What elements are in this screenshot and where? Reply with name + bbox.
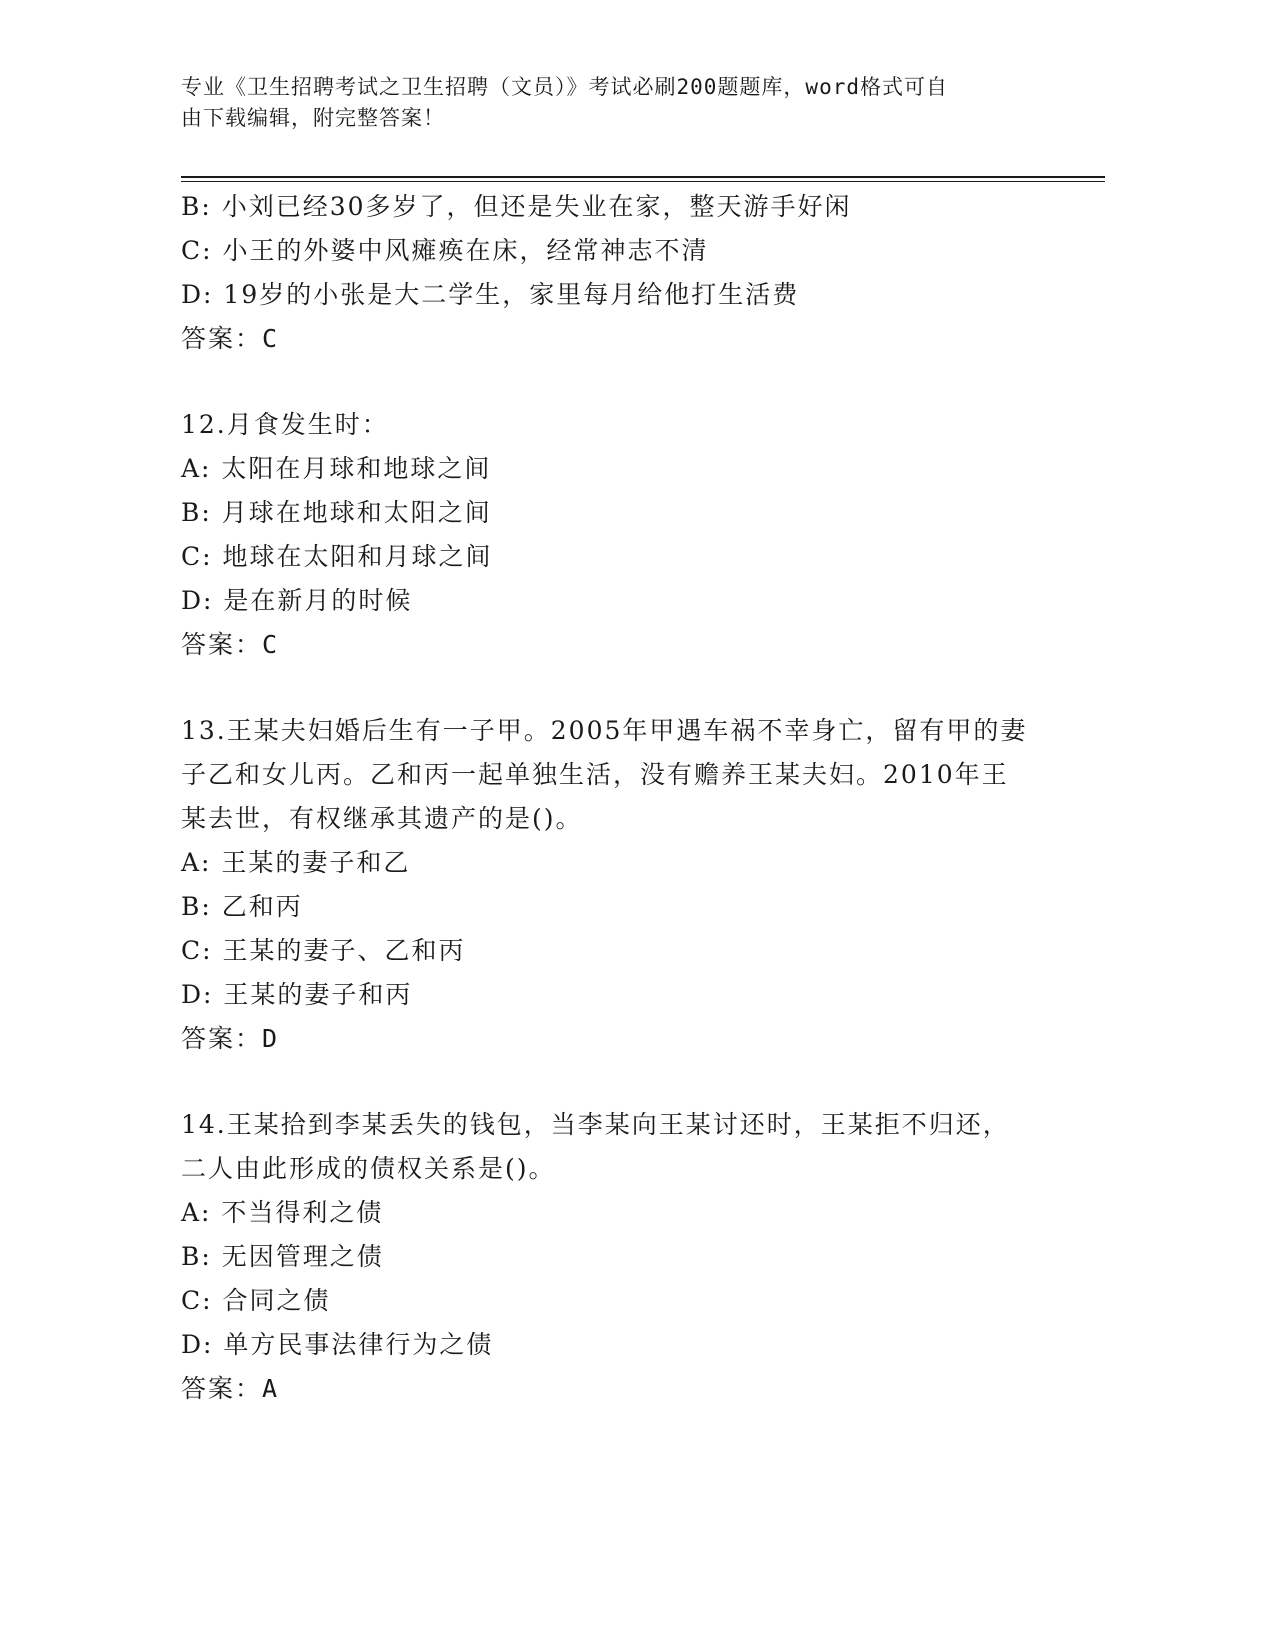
option-b: B: 无因管理之债 (181, 1242, 384, 1271)
spacer (181, 361, 1061, 403)
answer-label: 答案： (181, 1024, 263, 1053)
question-stem: 12.月食发生时： (181, 410, 389, 439)
option-b: B: 乙和丙 (181, 892, 303, 921)
option-a: A: 王某的妻子和乙 (181, 848, 411, 877)
answer-value: D (262, 1024, 280, 1053)
question-stem: 子乙和女儿丙。乙和丙一起单独生活，没有赡养王某夫妇。2010年王 (181, 760, 1009, 789)
answer-value: C (262, 324, 280, 353)
option-c: C: 地球在太阳和月球之间 (181, 542, 493, 571)
header-line-1: 专业《卫生招聘考试之卫生招聘（文员）》考试必刷200题题库，word格式可自 (181, 75, 948, 99)
answer-line (181, 317, 1061, 361)
answer-label: 答案： (181, 324, 263, 353)
header-divider-thin (181, 181, 1105, 182)
answer-label: 答案： (181, 1374, 263, 1403)
option-c: C: 王某的妻子、乙和丙 (181, 936, 466, 965)
answer-value: C (262, 630, 280, 659)
header-divider-thick (181, 176, 1105, 178)
question-stem: 某去世，有权继承其遗产的是()。 (181, 804, 583, 833)
question-stem: 13.王某夫妇婚后生有一子甲。2005年甲遇车祸不幸身亡，留有甲的妻 (181, 716, 1028, 745)
document-header (181, 72, 1061, 134)
question-stem: 14.王某拾到李某丢失的钱包，当李某向王某讨还时，王某拒不归还， (181, 1110, 1010, 1139)
option-d: D: 单方民事法律行为之债 (181, 1330, 494, 1359)
answer-value: A (262, 1374, 280, 1403)
option-d: D: 是在新月的时候 (181, 586, 413, 615)
header-line-2: 由下载编辑，附完整答案！ (181, 106, 445, 130)
option-d: D: 19岁的小张是大二学生，家里每月给他打生活费 (181, 280, 800, 309)
option-a: A: 太阳在月球和地球之间 (181, 454, 492, 483)
question-13 (181, 709, 1061, 1061)
answer-line (181, 623, 1061, 667)
question-stem: 二人由此形成的债权关系是()。 (181, 1154, 556, 1183)
answer-label: 答案： (181, 630, 263, 659)
spacer (181, 1061, 1061, 1103)
option-b: B: 小刘已经30多岁了，但还是失业在家，整天游手好闲 (181, 192, 852, 221)
option-b: B: 月球在地球和太阳之间 (181, 498, 492, 527)
option-d: D: 王某的妻子和丙 (181, 980, 413, 1009)
question-list (181, 185, 1061, 1411)
question-11-tail (181, 185, 1061, 361)
question-14 (181, 1103, 1061, 1411)
question-12 (181, 403, 1061, 667)
option-c: C: 小王的外婆中风瘫痪在床，经常神志不清 (181, 236, 709, 265)
spacer (181, 667, 1061, 709)
answer-line (181, 1367, 1061, 1411)
option-c: C: 合同之债 (181, 1286, 331, 1315)
answer-line (181, 1017, 1061, 1061)
option-a: A: 不当得利之债 (181, 1198, 384, 1227)
